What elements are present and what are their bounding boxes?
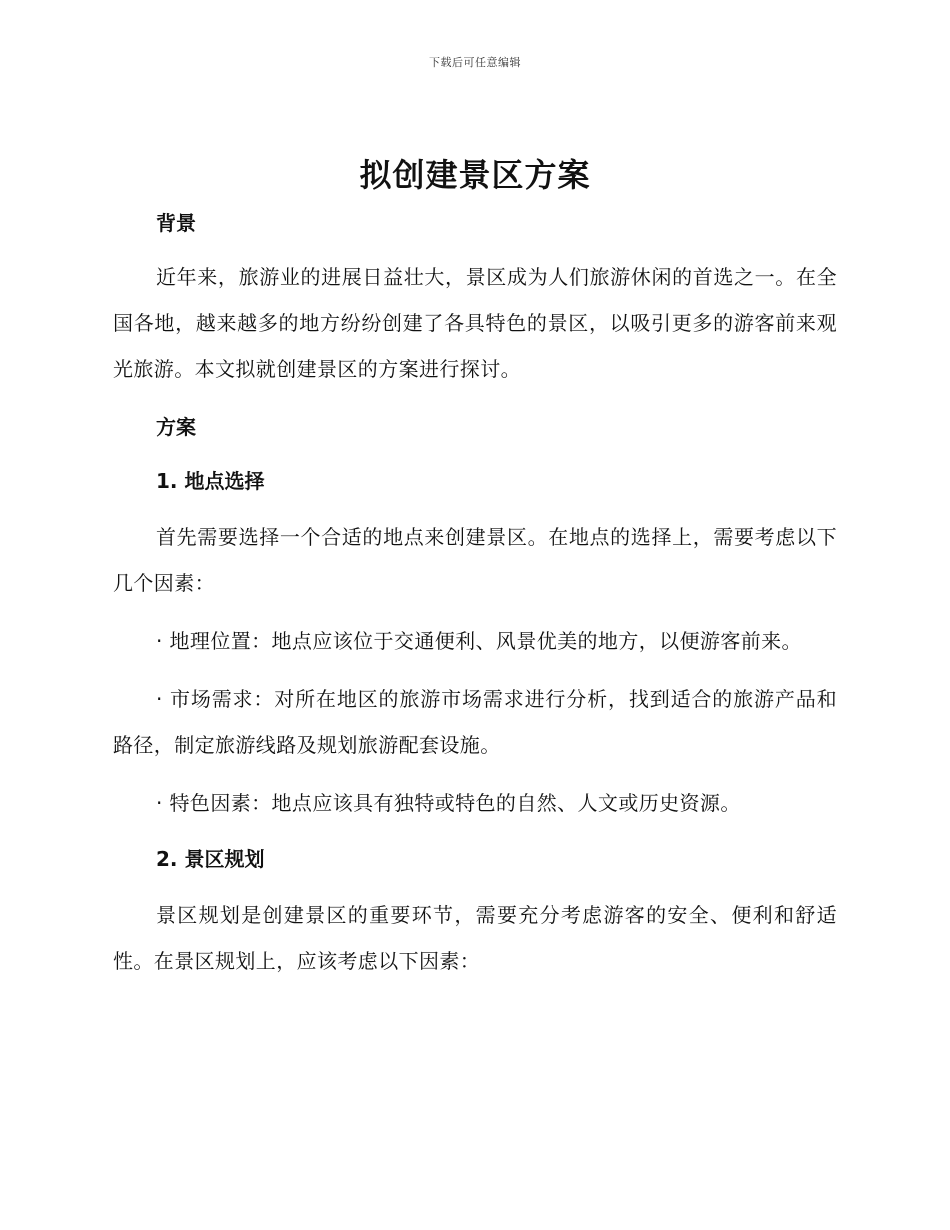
subsection-heading-planning: 2. 景区规划 [156,847,265,871]
bullet-item-geography: · 地理位置：地点应该位于交通便利、风景优美的地方，以便游客前来。 [156,629,802,653]
subsection-heading-location: 1. 地点选择 [156,469,265,493]
paragraph-planning: 景区规划是创建景区的重要环节，需要充分考虑游客的安全、便利和舒适性。在景区规划上，应该考虑以下因素： [113,903,837,973]
document-body [113,202,837,984]
paragraph-background: 近年来，旅游业的进展日益壮大，景区成为人们旅游休闲的首选之一。在全国各地，越来越多的地方纷纷创建了各具特色的景区，以吸引更多的游客前来观光旅游。本文拟就创建景区的方案进行探讨。 [113,265,837,381]
paragraph-location-intro: 首先需要选择一个合适的地点来创建景区。在地点的选择上，需要考虑以下几个因素： [113,525,837,595]
document-title: 拟创建景区方案 [359,156,591,194]
section-heading-background: 背景 [156,211,196,235]
bullet-item-market: · 市场需求：对所在地区的旅游市场需求进行分析，找到适合的旅游产品和路径，制定旅游线路及规划旅游配套设施。 [113,687,837,757]
header-note: 下载后可任意编辑 [429,56,521,69]
bullet-item-features: · 特色因素：地点应该具有独特或特色的自然、人文或历史资源。 [156,791,741,815]
section-heading-plan: 方案 [156,415,196,439]
